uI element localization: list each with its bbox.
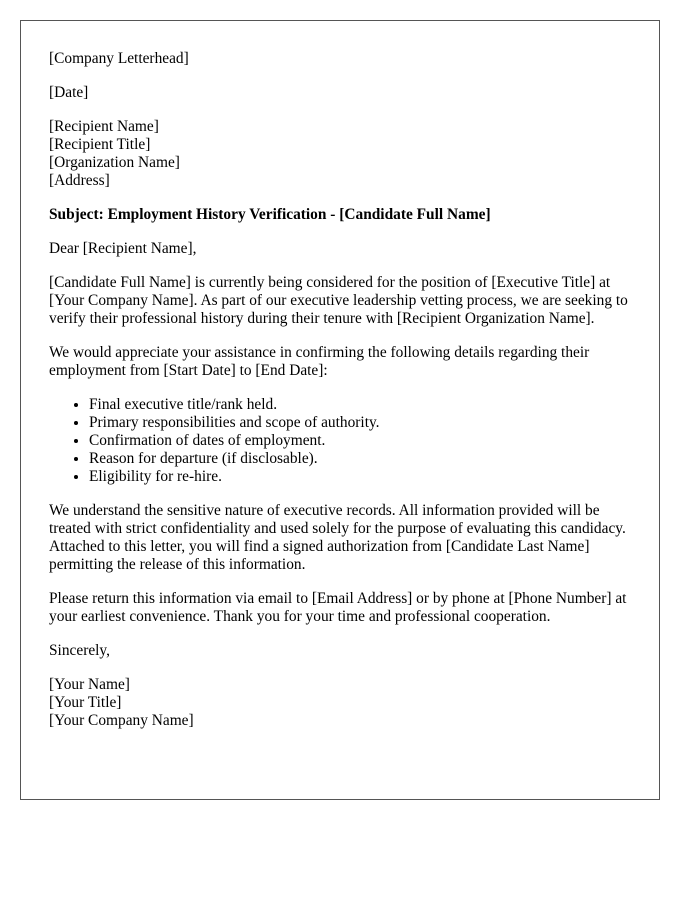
subject-line: Subject: Employment History Verification - [Candidate Full Name] [49,206,491,223]
recipient-block [49,118,631,190]
details-list [49,396,631,486]
salutation: Dear [Recipient Name], [49,240,197,257]
recipient-title: [Recipient Title] [49,136,151,153]
signature-company: [Your Company Name] [49,712,194,729]
recipient-address: [Address] [49,172,110,189]
list-item: • Eligibility for re-hire. [89,468,631,486]
body-paragraph-4: Please return this information via email to [Email Address] or by phone at [Phone Number] at your earliest convenience. Thank you for your time and professional cooperation. [49,590,627,625]
signature-block [49,676,631,730]
body-paragraph-2: We would appreciate your assistance in confirming the following details regarding their employment from [Start Date] to [End Date]: [49,344,590,379]
closing: Sincerely, [49,642,110,659]
letter-date: [Date] [49,84,89,101]
letter-document [20,20,660,800]
list-item: • Confirmation of dates of employment. [89,432,631,450]
signature-name: [Your Name] [49,676,130,693]
list-item: • Reason for departure (if disclosable). [89,450,631,468]
body-paragraph-3: We understand the sensitive nature of executive records. All information provided will be treated with strict confidentiality and used solely for the purpose of evaluating this candidacy. Attached to this letter, you will find a signed authorization from [Candidate Last Name] permitting the release of this information. [49,502,626,573]
company-letterhead: [Company Letterhead] [49,50,189,67]
list-item: • Primary responsibilities and scope of authority. [89,414,631,432]
recipient-name: [Recipient Name] [49,118,159,135]
signature-title: [Your Title] [49,694,122,711]
body-paragraph-1: [Candidate Full Name] is currently being considered for the position of [Executive Title] at [Your Company Name]. As part of our executive leadership vetting process, we are seeking to verify their professional history during their tenure with [Recipient Organization Name]. [49,274,628,327]
list-item: • Final executive title/rank held. [89,396,631,414]
recipient-organization: [Organization Name] [49,154,180,171]
